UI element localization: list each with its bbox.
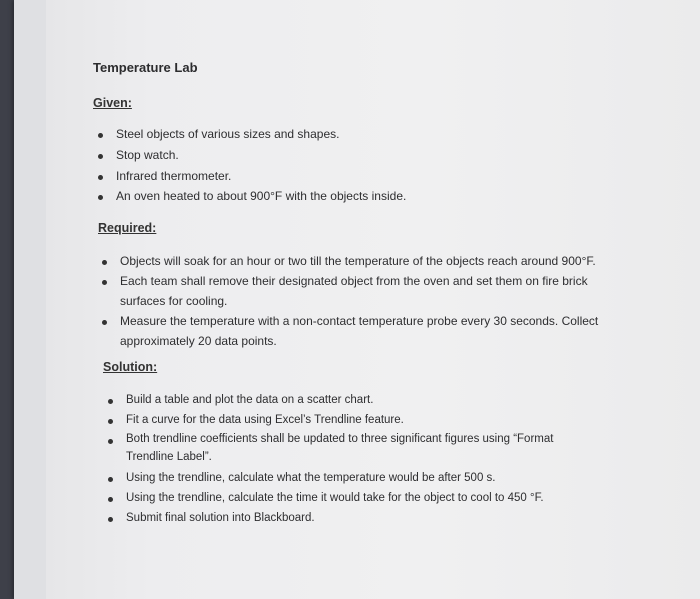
list-item [108,410,628,430]
required-heading: Required: [98,221,157,235]
bullet-icon [108,477,113,482]
bullet-icon [98,195,103,200]
bullet-icon [108,497,113,502]
given-heading: Given: [93,96,132,110]
bullet-icon [102,280,107,285]
list-item [98,166,658,186]
list-item [108,488,628,508]
solution-list [108,390,628,528]
list-item-text: Measure the temperature with a non-contact temperature probe every 30 seconds. Collect approximately 20 data points. [120,314,599,348]
list-item-text: Steel objects of various sizes and shapes. [116,127,340,141]
list-item-text: Objects will soak for an hour or two till the temperature of the objects reach around 900°F. [120,254,596,268]
list-item-text: Build a table and plot the data on a scatter chart. [126,394,374,406]
document-page [14,0,700,599]
solution-heading: Solution: [103,360,158,374]
list-item [102,311,642,351]
list-item [102,271,642,311]
bullet-icon [102,260,107,265]
list-item-text: Both trendline coefficients shall be updated to three significant figures using “Format Trendline Label”. [126,433,554,463]
list-item [98,124,658,145]
list-item-text: Fit a curve for the data using Excel’s Trendline feature. [126,414,404,426]
list-item [98,145,658,166]
document-title: Temperature Lab [93,60,198,75]
bullet-icon [108,439,113,444]
list-item [102,251,642,271]
list-item [108,508,628,528]
bullet-icon [108,399,113,404]
bullet-icon [108,419,113,424]
list-item-text: An oven heated to about 900°F with the objects inside. [116,189,407,203]
list-item [108,430,628,468]
list-item [108,390,628,410]
bullet-icon [102,320,107,325]
list-item [98,186,658,206]
given-list [98,124,658,206]
list-item-text: Stop watch. [116,148,179,162]
list-item-text: Infrared thermometer. [116,169,232,183]
list-item-text: Submit final solution into Blackboard. [126,512,315,524]
page-left-margin [14,0,46,599]
required-list [102,251,642,351]
bullet-icon [108,517,113,522]
list-item-text: Using the trendline, calculate the time it would take for the object to cool to 450 °F. [126,492,544,504]
list-item [108,468,628,488]
bullet-icon [98,154,103,159]
list-item-text: Using the trendline, calculate what the temperature would be after 500 s. [126,472,496,484]
bullet-icon [98,175,103,180]
list-item-text: Each team shall remove their designated object from the oven and set them on fire brick surfaces for cooling. [120,274,588,308]
bullet-icon [98,133,103,138]
